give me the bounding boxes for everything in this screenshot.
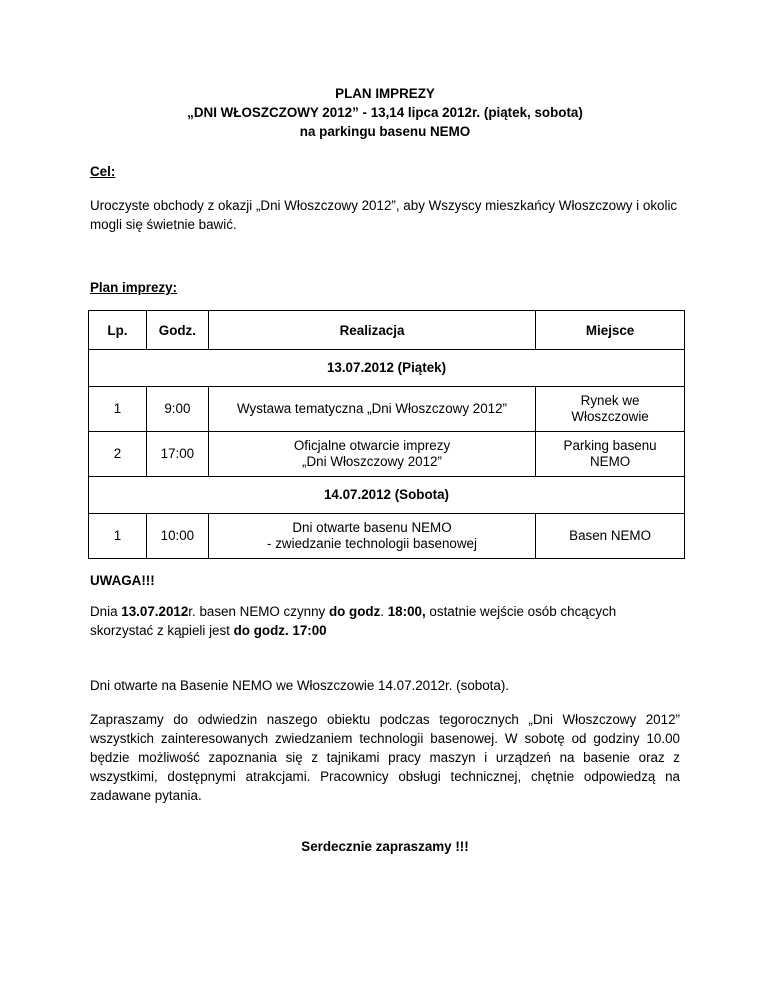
cell-time: 17:00 — [146, 432, 208, 477]
notice-text — [90, 602, 680, 640]
col-header-lp: Lp. — [89, 311, 147, 350]
cell-event-line: Dni otwarte basenu NEMO — [292, 520, 452, 535]
title-line-2: „DNI WŁOSZCZOWY 2012” - 13,14 lipca 2012r. (piątek, sobota) — [187, 105, 583, 120]
notice-heading: UWAGA!!! — [90, 573, 155, 588]
cell-lp: 2 — [89, 432, 147, 477]
col-header-event: Realizacja — [208, 311, 535, 350]
document-title — [90, 84, 680, 141]
cell-place-line: NEMO — [589, 454, 631, 469]
cell-event-line: „Dni Włoszczowy 2012” — [302, 454, 442, 469]
cell-event-line: Oficjalne otwarcie imprezy — [293, 438, 451, 453]
day-row — [89, 350, 685, 387]
title-line-3: na parkingu basenu NEMO — [299, 124, 471, 139]
open-day-line: Dni otwarte na Basenie NEMO we Włoszczowie 14.07.2012r. (sobota). — [90, 678, 510, 693]
plan-heading: Plan imprezy: — [90, 280, 178, 295]
notice-part: ostatnie wejście osób chcących skorzystać z kąpieli jest — [90, 604, 617, 638]
day-label-saturday: 14.07.2012 (Sobota) — [89, 477, 685, 514]
title-line-1: PLAN IMPREZY — [335, 86, 435, 101]
col-header-time: Godz. — [146, 311, 208, 350]
cell-place-line: Rynek we — [580, 393, 640, 408]
cell-event-line: - zwiedzanie technologii basenowej — [267, 536, 477, 551]
cell-event: Wystawa tematyczna „Dni Włoszczowy 2012” — [208, 387, 535, 432]
cell-event — [208, 514, 535, 559]
notice-bold: do godz — [328, 604, 381, 619]
table-row — [89, 387, 685, 432]
notice-part: . — [380, 604, 388, 619]
cell-place — [536, 387, 685, 432]
goal-heading: Cel: — [90, 164, 116, 179]
day-row — [89, 477, 685, 514]
cell-place-line: Parking basenu — [563, 438, 657, 453]
cell-time: 9:00 — [146, 387, 208, 432]
cell-event — [208, 432, 535, 477]
cell-place-line: Włoszczowie — [571, 409, 649, 424]
table-row — [89, 432, 685, 477]
table-row — [89, 514, 685, 559]
goal-text: Uroczyste obchody z okazji „Dni Włoszczowy 2012”, aby Wszyscy mieszkańcy Włoszczowy i okolic mogli się świetnie bawić. — [90, 198, 678, 232]
col-header-place: Miejsce — [536, 311, 685, 350]
notice-part: Dnia — [90, 604, 122, 619]
open-day-paragraph: Zapraszamy do odwiedzin naszego obiektu podczas tegorocznych „Dni Włoszczowy 2012” wszystkich zainteresowanych zwiedzaniem technologii basenowej. W sobotę od godziny 10.00 będzie możliwość zapoznania się z tajnikami pracy maszyn i urządzeń na basenie oraz z wszystkimi, dostępnymi atrakcjami. Pracownicy obsługi technicznej, chętnie odpowiedzą na zadawane pytania. — [90, 712, 680, 803]
notice-part: r. basen NEMO czynny — [188, 604, 329, 619]
cell-place: Basen NEMO — [536, 514, 685, 559]
notice-bold: do godz. 17:00 — [233, 623, 327, 638]
notice-bold: 18:00, — [387, 604, 426, 619]
day-label-friday: 13.07.2012 (Piątek) — [89, 350, 685, 387]
cell-time: 10:00 — [146, 514, 208, 559]
cell-lp: 1 — [89, 387, 147, 432]
table-header-row — [89, 311, 685, 350]
notice-date: 13.07.2012 — [121, 604, 189, 619]
cell-place — [536, 432, 685, 477]
plan-table — [88, 310, 685, 559]
cell-lp: 1 — [89, 514, 147, 559]
document-page — [90, 84, 680, 854]
closing-text: Serdecznie zapraszamy !!! — [301, 839, 469, 854]
